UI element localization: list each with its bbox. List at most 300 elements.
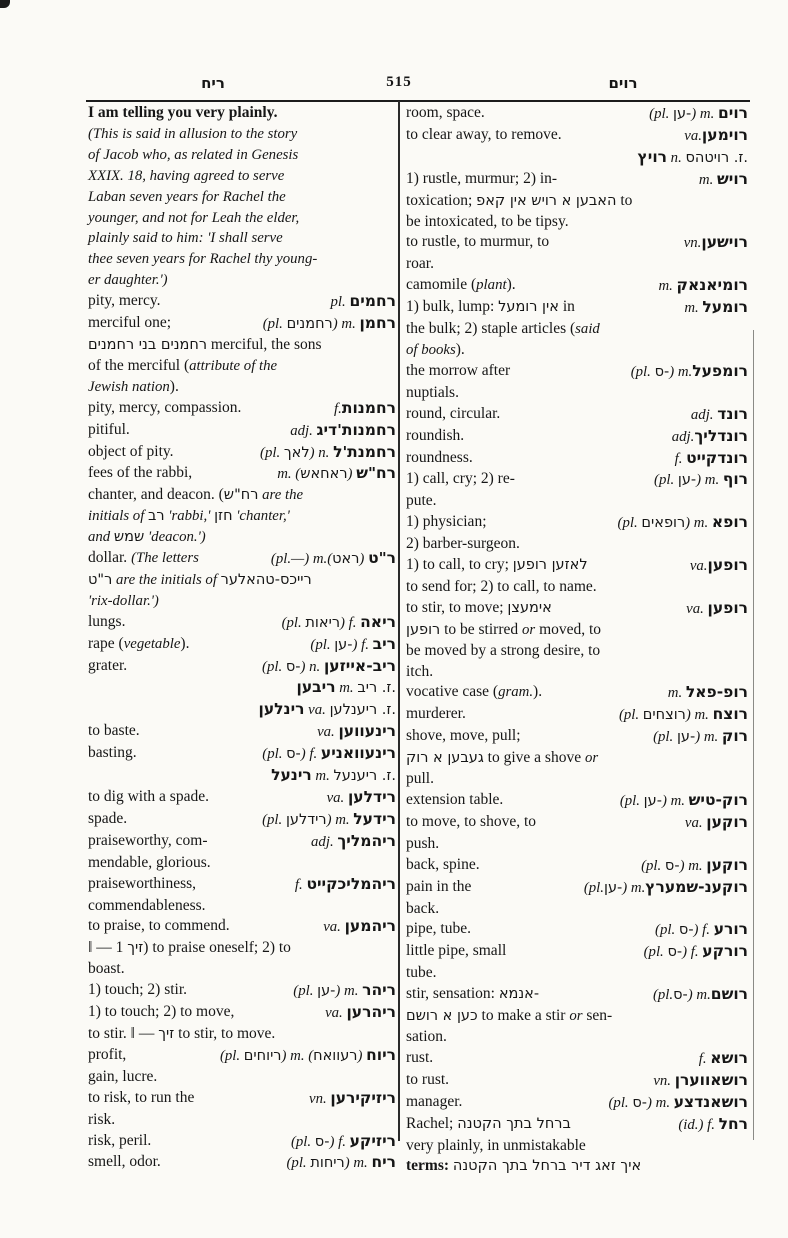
line-right-part xyxy=(331,291,396,313)
line-right-part xyxy=(699,1048,748,1070)
line-left-part xyxy=(406,384,459,401)
line-right-part xyxy=(619,704,748,726)
line-right-part xyxy=(271,548,396,570)
line-left-part xyxy=(406,855,480,877)
hebrew-text: רחמנים בני רחמנים xyxy=(88,336,208,353)
dictionary-line xyxy=(88,896,396,917)
definition-text: adj. xyxy=(671,428,695,445)
definition-text: f. xyxy=(674,450,687,467)
line-right-part xyxy=(262,656,396,678)
definition-text: round, circular. xyxy=(406,404,501,422)
definition-text: basting. xyxy=(88,744,137,762)
definition-text: thee seven years for Rachel thy young- xyxy=(88,251,318,268)
guide-word-right: רוים xyxy=(608,74,638,92)
headword: רושאווערן xyxy=(674,1070,748,1089)
line-left-part xyxy=(406,361,510,383)
definition-text: 1) to call, to cry; xyxy=(406,556,513,574)
definition-text: chanter, and deacon. ( xyxy=(88,486,224,504)
definition-text: va. xyxy=(317,724,339,741)
definition-text: (pl. xyxy=(654,472,678,489)
definition-text: pl. xyxy=(330,294,350,311)
headword: ריב-אייזען xyxy=(323,656,396,675)
line-left-part xyxy=(88,271,168,288)
column-right xyxy=(406,103,748,1177)
hebrew-text: רחמנים xyxy=(286,316,333,333)
headword: רופ-פאל xyxy=(685,683,748,702)
line-right-part xyxy=(287,1152,397,1174)
hebrew-text: ס- xyxy=(678,922,694,939)
definition-text: ) m. xyxy=(685,515,712,532)
headword: רינלען xyxy=(258,700,305,719)
line-left-part xyxy=(88,420,130,442)
dictionary-line xyxy=(406,361,748,383)
line-left-part xyxy=(406,426,464,448)
hebrew-text: ען- xyxy=(677,472,697,489)
line-right-part xyxy=(262,743,396,765)
definition-text: I am telling you very plainly. xyxy=(88,104,278,121)
definition-text: ‖ — xyxy=(88,939,116,957)
dictionary-line xyxy=(88,420,396,442)
headword: רינעווען xyxy=(338,722,396,741)
line-left-part xyxy=(406,169,557,191)
line-right-part xyxy=(262,809,396,831)
definition-text: roar. xyxy=(406,255,434,273)
dictionary-line xyxy=(406,682,748,704)
definition-text: spade. xyxy=(88,809,128,827)
definition-text: profit, xyxy=(88,1045,127,1063)
definition-text: 'deacon.') xyxy=(144,529,206,546)
definition-text: 'rix-dollar.') xyxy=(88,592,159,609)
column-left xyxy=(88,103,396,1174)
line-left-part xyxy=(297,679,396,696)
line-left-part xyxy=(88,916,230,938)
definition-text: commendableness. xyxy=(88,896,206,914)
definition-text: to rust. xyxy=(406,1070,450,1088)
definition-text: boast. xyxy=(88,960,125,978)
headword: רחמנת'ל xyxy=(333,442,396,461)
line-left-part xyxy=(406,1092,462,1114)
hebrew-text: רב xyxy=(148,508,165,525)
line-left-part xyxy=(406,535,520,552)
dictionary-line xyxy=(88,743,396,765)
definition-text: 1) call, cry; 2) re- xyxy=(406,470,515,488)
definition-text: pull. xyxy=(406,770,434,788)
definition-text: ). xyxy=(533,683,543,701)
hebrew-text: ס- xyxy=(664,857,680,874)
headword: ריבען xyxy=(296,678,336,697)
dictionary-line xyxy=(88,1110,396,1131)
hebrew-text: רופאים xyxy=(641,515,686,532)
hebrew-text: שמש xyxy=(113,529,145,546)
hebrew-text: רח"ש xyxy=(223,487,259,504)
definition-text: or xyxy=(522,621,536,638)
dictionary-line xyxy=(88,124,396,145)
definition-text: pipe, tube. xyxy=(406,920,471,938)
line-left-part xyxy=(406,297,575,319)
hebrew-text: געבען א רוק xyxy=(406,750,484,767)
line-right-part xyxy=(334,398,396,420)
line-left-part xyxy=(259,701,396,718)
definition-text: 1) to praise oneself; 2) to xyxy=(115,939,291,957)
dictionary-line xyxy=(406,984,748,1006)
hebrew-text: ען- xyxy=(604,879,623,896)
headword: רונדליך xyxy=(694,426,748,445)
definition-text: to send for; 2) to call, to name. xyxy=(406,577,597,595)
definition-text: va. xyxy=(326,790,348,806)
line-right-part xyxy=(641,855,748,877)
line-left-part xyxy=(88,250,317,267)
dictionary-line xyxy=(88,506,396,527)
dictionary-line xyxy=(406,1114,748,1136)
line-right-part xyxy=(672,426,748,448)
dictionary-line xyxy=(406,748,748,769)
line-left-part xyxy=(406,749,598,766)
definition-text: ) f. xyxy=(352,636,373,653)
dictionary-line xyxy=(88,548,396,570)
dictionary-line xyxy=(406,1156,748,1177)
headword: ריהמען xyxy=(344,917,396,936)
definition-text: ) m. xyxy=(661,793,689,809)
definition-text: pute. xyxy=(406,492,437,510)
headword: רידעל xyxy=(353,809,396,828)
hebrew-text: זיך xyxy=(127,940,144,957)
line-left-part xyxy=(88,291,160,313)
definition-text: va. xyxy=(304,702,330,719)
definition-text: m. xyxy=(335,680,358,697)
line-right-part xyxy=(699,169,748,191)
definition-text: to stir, to move; xyxy=(406,598,508,616)
definition-text: push. xyxy=(406,834,440,852)
line-left-part xyxy=(406,320,600,337)
definition-text: (pl. xyxy=(262,746,287,763)
column-divider-rule xyxy=(398,101,400,1141)
line-right-part xyxy=(311,831,396,853)
dictionary-line xyxy=(406,577,748,598)
line-left-part xyxy=(406,621,601,638)
line-left-part xyxy=(406,941,506,963)
dictionary-line xyxy=(406,169,748,191)
hebrew-text: ען- xyxy=(334,636,353,653)
line-right-part xyxy=(263,313,396,335)
line-left-part xyxy=(88,548,199,570)
line-left-part xyxy=(406,232,549,254)
definition-text: to dig with a spade. xyxy=(88,788,209,805)
dictionary-line xyxy=(88,721,396,743)
line-right-part xyxy=(310,634,396,656)
definition-text: ) m. xyxy=(622,879,646,896)
hebrew-text: לאך xyxy=(283,444,310,461)
hebrew-text: כען א רושם xyxy=(406,1008,478,1025)
definition-text: 2) barber-surgeon. xyxy=(406,535,520,553)
dictionary-line xyxy=(406,1070,748,1092)
definition-text: initials of xyxy=(88,508,149,525)
definition-text: va. xyxy=(686,600,708,617)
definition-text: nuptials. xyxy=(406,383,459,401)
line-right-part xyxy=(277,463,396,485)
headword: רונדקייט xyxy=(686,448,748,467)
definition-text: in xyxy=(558,298,575,316)
headword: רוק xyxy=(721,727,748,746)
line-left-part xyxy=(406,726,521,748)
definition-text: (pl. xyxy=(262,811,286,828)
definition-text: to be stirred xyxy=(440,620,523,638)
definition-text: ) m. xyxy=(696,472,723,489)
definition-text: va. xyxy=(689,558,708,575)
headword: ריהמליכקייט xyxy=(306,874,396,893)
definition-text: pity, mercy. xyxy=(88,292,161,310)
definition-text: plant xyxy=(476,277,507,294)
definition-text: to xyxy=(616,191,633,209)
line-left-part xyxy=(88,1045,126,1067)
line-left-part xyxy=(406,492,437,509)
dictionary-line xyxy=(88,634,396,656)
dictionary-line xyxy=(406,340,748,361)
guide-word-left: ריח xyxy=(201,74,225,92)
line-left-part xyxy=(88,854,211,871)
line-left-part xyxy=(88,571,312,588)
definition-text: praiseworthy, com- xyxy=(88,831,208,849)
headword: רוקענ-שמערץ xyxy=(645,877,748,896)
definition-text: ) n. xyxy=(300,658,324,675)
line-left-part xyxy=(406,578,597,595)
line-left-part xyxy=(88,939,291,956)
definition-text: Jewish nation xyxy=(88,378,170,395)
headword: רוים xyxy=(717,104,748,122)
definition-text: ). xyxy=(169,377,179,395)
line-right-part xyxy=(654,469,748,491)
dictionary-line xyxy=(88,228,396,249)
definition-text: grater. xyxy=(88,656,128,674)
definition-text: (pl. xyxy=(286,1155,311,1172)
hebrew-text: ס- xyxy=(667,944,683,961)
line-right-part xyxy=(691,404,748,426)
definition-text: lungs. xyxy=(88,612,126,630)
dictionary-line xyxy=(406,726,748,748)
headword: רחמנות'דיג xyxy=(316,420,396,439)
definition-text: of books xyxy=(406,341,456,358)
headword: רונד xyxy=(717,404,748,423)
headword: רופען xyxy=(707,556,748,575)
dictionary-line xyxy=(406,512,748,534)
dictionary-line xyxy=(88,1067,396,1088)
dictionary-line xyxy=(406,275,748,297)
headword: רידלען xyxy=(347,788,396,806)
dictionary-line xyxy=(88,166,396,187)
line-left-part xyxy=(406,341,465,358)
dictionary-line xyxy=(88,249,396,270)
definition-text: to move, to shove, to xyxy=(406,812,537,830)
line-left-part xyxy=(406,555,588,577)
headword: ר"ט xyxy=(368,549,396,568)
definition-text: merciful, the sons xyxy=(207,335,322,353)
headword: רוישען xyxy=(701,233,748,252)
definition-text: rape ( xyxy=(88,634,124,652)
dictionary-line xyxy=(406,125,748,147)
dictionary-line xyxy=(88,145,396,166)
dictionary-line xyxy=(406,1027,748,1048)
dictionary-line xyxy=(406,790,748,812)
hebrew-text: ראחאש xyxy=(300,466,348,483)
hebrew-text: ס- xyxy=(314,1133,330,1150)
dictionary-line xyxy=(88,612,396,634)
definition-text: object of pity. xyxy=(88,442,174,460)
line-left-part xyxy=(406,812,536,834)
line-left-part xyxy=(406,964,437,981)
dictionary-line xyxy=(88,916,396,938)
line-right-part xyxy=(653,1070,748,1092)
definition-text: merciful one; xyxy=(88,314,172,332)
definition-text: to baste. xyxy=(88,722,140,740)
dictionary-line xyxy=(88,442,396,464)
headword: רינעל xyxy=(271,766,312,785)
dictionary-line xyxy=(88,103,396,124)
hebrew-text: אימעצן xyxy=(507,599,552,616)
dictionary-line xyxy=(406,855,748,877)
dictionary-line xyxy=(88,356,396,377)
headword: רושא xyxy=(710,1048,748,1067)
hebrew-text: רייכס-טהאלער xyxy=(220,571,312,588)
hebrew-text: איך זאג דיר ברחל בתך הקטנה xyxy=(452,1158,642,1175)
hebrew-text: אין רומעל xyxy=(498,299,559,316)
page-number: 515 xyxy=(386,74,412,90)
definition-text: roundish. xyxy=(406,426,465,444)
definition-text: m. ( xyxy=(277,466,301,483)
hebrew-text: האבען א רויש אין קאפ xyxy=(476,192,617,209)
hebrew-text: ס- xyxy=(654,363,670,380)
definition-text: XXIX. 18, having agreed to serve xyxy=(88,167,285,184)
line-right-part xyxy=(291,1131,396,1153)
line-left-part xyxy=(406,1070,449,1092)
dictionary-line xyxy=(406,1092,748,1114)
line-left-part xyxy=(406,1007,612,1024)
dictionary-line xyxy=(406,704,748,726)
definition-text: to praise, to commend. xyxy=(88,917,230,935)
definition-text: f. xyxy=(294,876,307,893)
headword: רומעל xyxy=(702,298,748,317)
dictionary-line xyxy=(88,831,396,853)
definition-text: risk, peril. xyxy=(88,1131,152,1149)
hebrew-text: רידלען xyxy=(285,811,327,828)
line-right-part xyxy=(631,361,748,383)
line-left-part xyxy=(88,398,241,420)
definition-text: or xyxy=(569,1008,583,1025)
headword: רוק-טיש xyxy=(688,791,748,809)
line-left-part xyxy=(88,1111,115,1128)
line-left-part xyxy=(88,634,189,656)
definition-text: (pl. xyxy=(652,987,674,1004)
line-right-part xyxy=(684,297,748,319)
line-left-part xyxy=(88,1152,161,1174)
definition-text: are the xyxy=(258,487,304,504)
line-right-part xyxy=(658,275,748,297)
definition-text: risk. xyxy=(88,1110,116,1128)
line-left-part xyxy=(406,192,632,209)
dictionary-line xyxy=(406,448,748,470)
definition-text: 1) physician; xyxy=(406,513,487,531)
line-left-part xyxy=(406,469,515,491)
dictionary-line xyxy=(406,1136,748,1157)
definition-text: or xyxy=(584,750,599,767)
definition-text: m. xyxy=(698,171,718,188)
line-right-part xyxy=(685,812,748,834)
definition-text: (The letters xyxy=(131,550,199,567)
definition-text: ) f. xyxy=(329,1133,350,1150)
definition-text: of Jacob who, as related in Genesis xyxy=(88,146,299,163)
dictionary-line xyxy=(406,899,748,920)
headword: רופא xyxy=(711,513,748,532)
dictionary-line xyxy=(88,959,396,980)
definition-text: fees of the rabbi, xyxy=(88,464,193,482)
definition-text: ) m. xyxy=(691,106,718,122)
hebrew-text: לאזען רופען xyxy=(512,557,588,574)
headword: ריהרען xyxy=(346,1003,396,1022)
definition-text: (pl. xyxy=(310,636,335,653)
line-left-part xyxy=(406,770,434,787)
definition-text: 1) bulk, lump: xyxy=(406,298,499,316)
dictionary-line xyxy=(88,677,396,699)
line-left-part xyxy=(406,900,439,917)
headword: רחל xyxy=(718,1114,748,1133)
dictionary-line xyxy=(88,809,396,831)
hebrew-text: ז. ריענלען. xyxy=(329,702,396,719)
line-right-part xyxy=(644,941,748,963)
definition-text: pitiful. xyxy=(88,420,130,438)
line-right-part xyxy=(295,874,396,896)
line-left-part xyxy=(88,507,290,524)
dictionary-line xyxy=(88,313,396,335)
dictionary-line xyxy=(406,662,748,683)
definition-text: (pl. xyxy=(643,944,668,961)
definition-text: 1) touch; 2) stir. xyxy=(88,981,188,999)
line-left-part xyxy=(406,598,552,620)
definition-text: stir, sensation: xyxy=(406,985,499,1003)
definition-text: roundness. xyxy=(406,448,473,466)
definition-text: Rachel; xyxy=(406,1114,458,1132)
dictionary-line xyxy=(406,1048,748,1070)
line-right-part xyxy=(653,984,748,1006)
definition-text: ) m. ( xyxy=(281,1047,314,1064)
line-left-part xyxy=(88,209,299,226)
definition-text: vegetable xyxy=(123,635,181,652)
definition-text: ) m. xyxy=(344,1155,372,1172)
line-left-part xyxy=(88,357,277,374)
headword: רויש xyxy=(717,169,748,188)
line-left-part xyxy=(406,103,485,125)
headword: רומיאנאק xyxy=(676,276,748,295)
line-left-part xyxy=(406,835,439,852)
definition-text: va. xyxy=(325,1005,347,1022)
definition-text: ) m. xyxy=(647,1094,674,1111)
line-left-part xyxy=(88,1131,151,1153)
line-left-part xyxy=(406,1137,586,1154)
line-left-part xyxy=(406,642,600,659)
dictionary-line xyxy=(88,398,396,420)
definition-text: (This is said in allusion to the story xyxy=(88,125,298,142)
dictionary-line xyxy=(88,463,396,485)
line-right-part xyxy=(293,980,396,1002)
definition-text: (pl. xyxy=(219,1047,244,1064)
line-right-part xyxy=(317,721,396,743)
dictionary-line xyxy=(406,641,748,662)
headword: רוימען xyxy=(701,125,748,144)
headword: ריהמליך xyxy=(337,831,396,850)
hebrew-text: ז. רויטהס. xyxy=(685,149,748,166)
definition-text: plainly said to him: 'I shall serve xyxy=(88,230,283,247)
definition-text: ) f. xyxy=(693,922,714,939)
page-edge-rule xyxy=(753,330,754,1140)
line-left-part xyxy=(88,960,125,977)
dictionary-line xyxy=(406,534,748,555)
